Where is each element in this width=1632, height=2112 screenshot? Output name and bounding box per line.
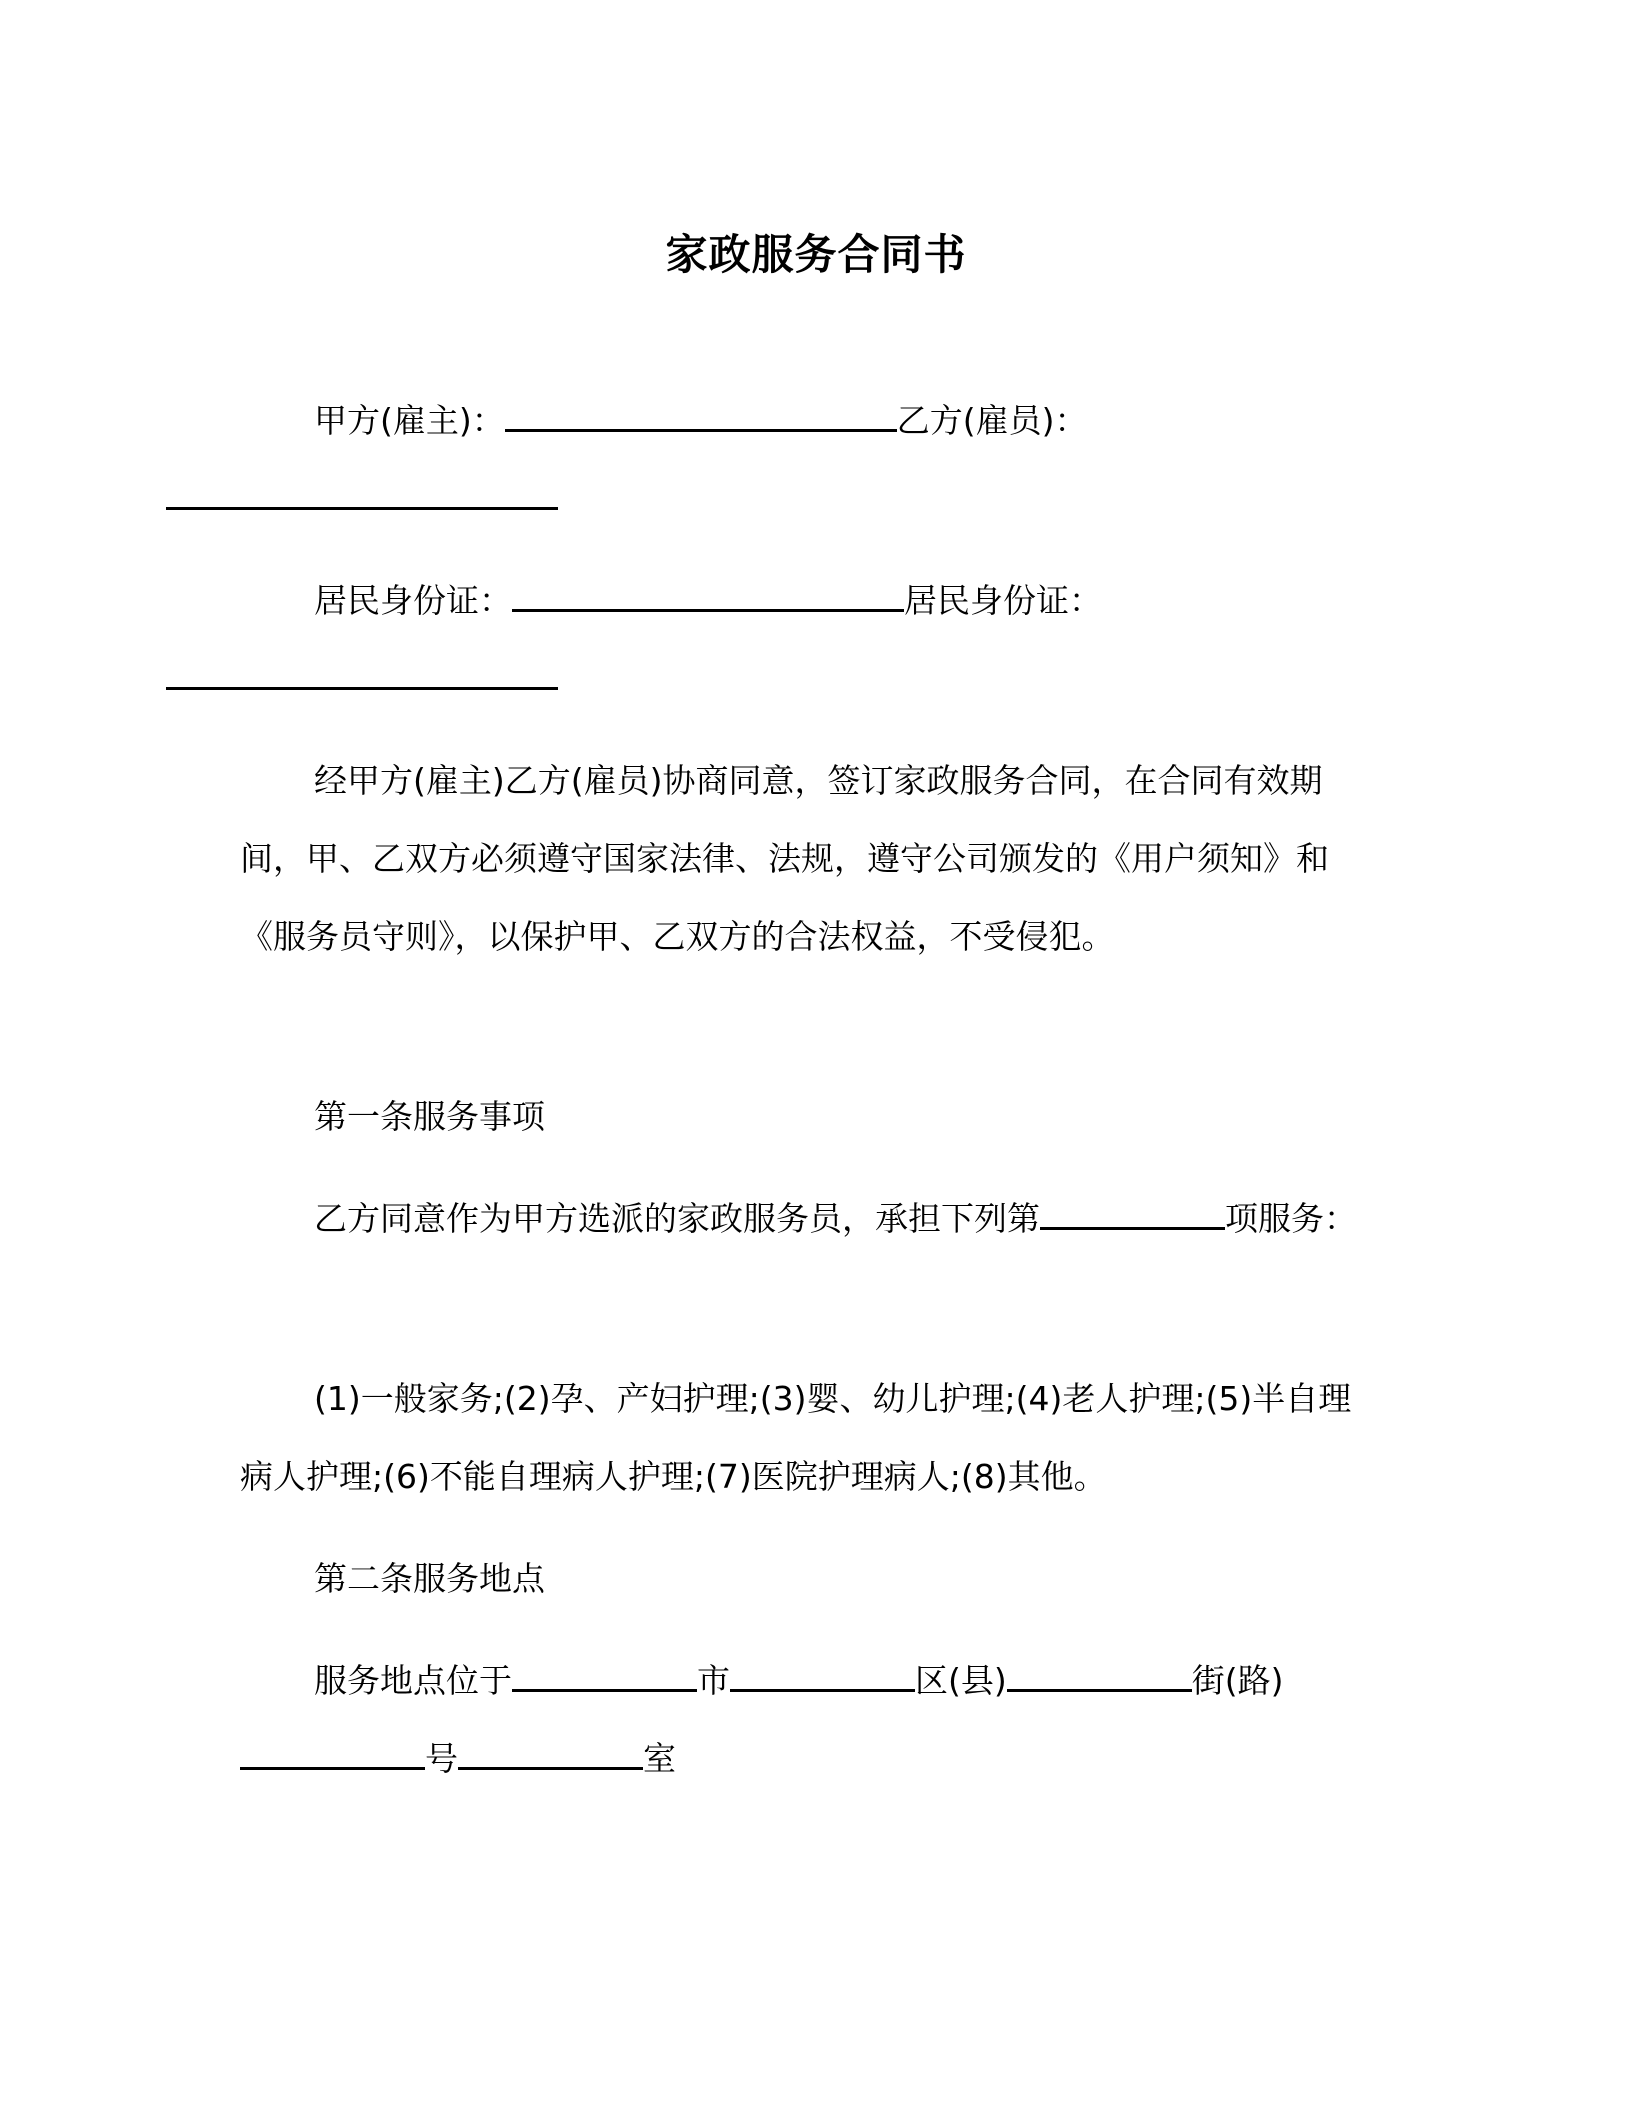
city-label: 市 <box>697 1661 730 1700</box>
number-label: 号 <box>425 1739 458 1778</box>
party-b-id-blank[interactable] <box>166 661 558 690</box>
party-a-label: 甲方(雇主)： <box>314 401 505 440</box>
city-blank[interactable] <box>512 1663 697 1692</box>
article1-text-after: 项服务： <box>1225 1199 1357 1238</box>
party-a-id-label: 居民身份证： <box>314 581 512 620</box>
address-prefix: 服务地点位于 <box>314 1661 512 1700</box>
article1-text-before: 乙方同意作为甲方选派的家政服务员，承担下列第 <box>314 1199 1040 1238</box>
document-title: 家政服务合同书 <box>665 230 967 279</box>
party-b-label: 乙方(雇员)： <box>896 401 1088 440</box>
party-b-id-label: 居民身份证： <box>904 581 1102 620</box>
district-blank[interactable] <box>730 1663 915 1692</box>
street-label: 街(路) <box>1191 1661 1284 1700</box>
district-label: 区(县) <box>915 1661 1007 1700</box>
id-line <box>240 562 1380 718</box>
party-a-id-blank[interactable] <box>512 583 904 612</box>
room-label: 室 <box>643 1739 676 1778</box>
article2-heading: 第二条服务地点 <box>314 1559 545 1598</box>
service-item-blank[interactable] <box>1040 1201 1225 1230</box>
intro-paragraph: 经甲方(雇主)乙方(雇员)协商同意，签订家政服务合同，在合同有效期间，甲、乙双方必须遵守国家法律、法规，遵守公司颁发的《用户须知》和《服务员守则》，以保护甲、乙双方的合法权益，不受侵犯。 <box>240 761 1329 956</box>
street-blank[interactable] <box>1007 1663 1192 1692</box>
article1-text <box>240 1180 1380 1258</box>
party-line <box>240 382 1380 538</box>
number-blank[interactable] <box>240 1741 425 1770</box>
article1-heading: 第一条服务事项 <box>314 1097 545 1136</box>
party-a-blank[interactable] <box>505 403 897 432</box>
article1-items: (1)一般家务;(2)孕、产妇护理;(3)婴、幼儿护理;(4)老人护理;(5)半自理病人护理;(6)不能自理病人护理;(7)医院护理病人;(8)其他。 <box>240 1379 1352 1496</box>
article2-address <box>240 1642 1380 1798</box>
party-b-blank[interactable] <box>166 481 558 510</box>
room-blank[interactable] <box>458 1741 643 1770</box>
